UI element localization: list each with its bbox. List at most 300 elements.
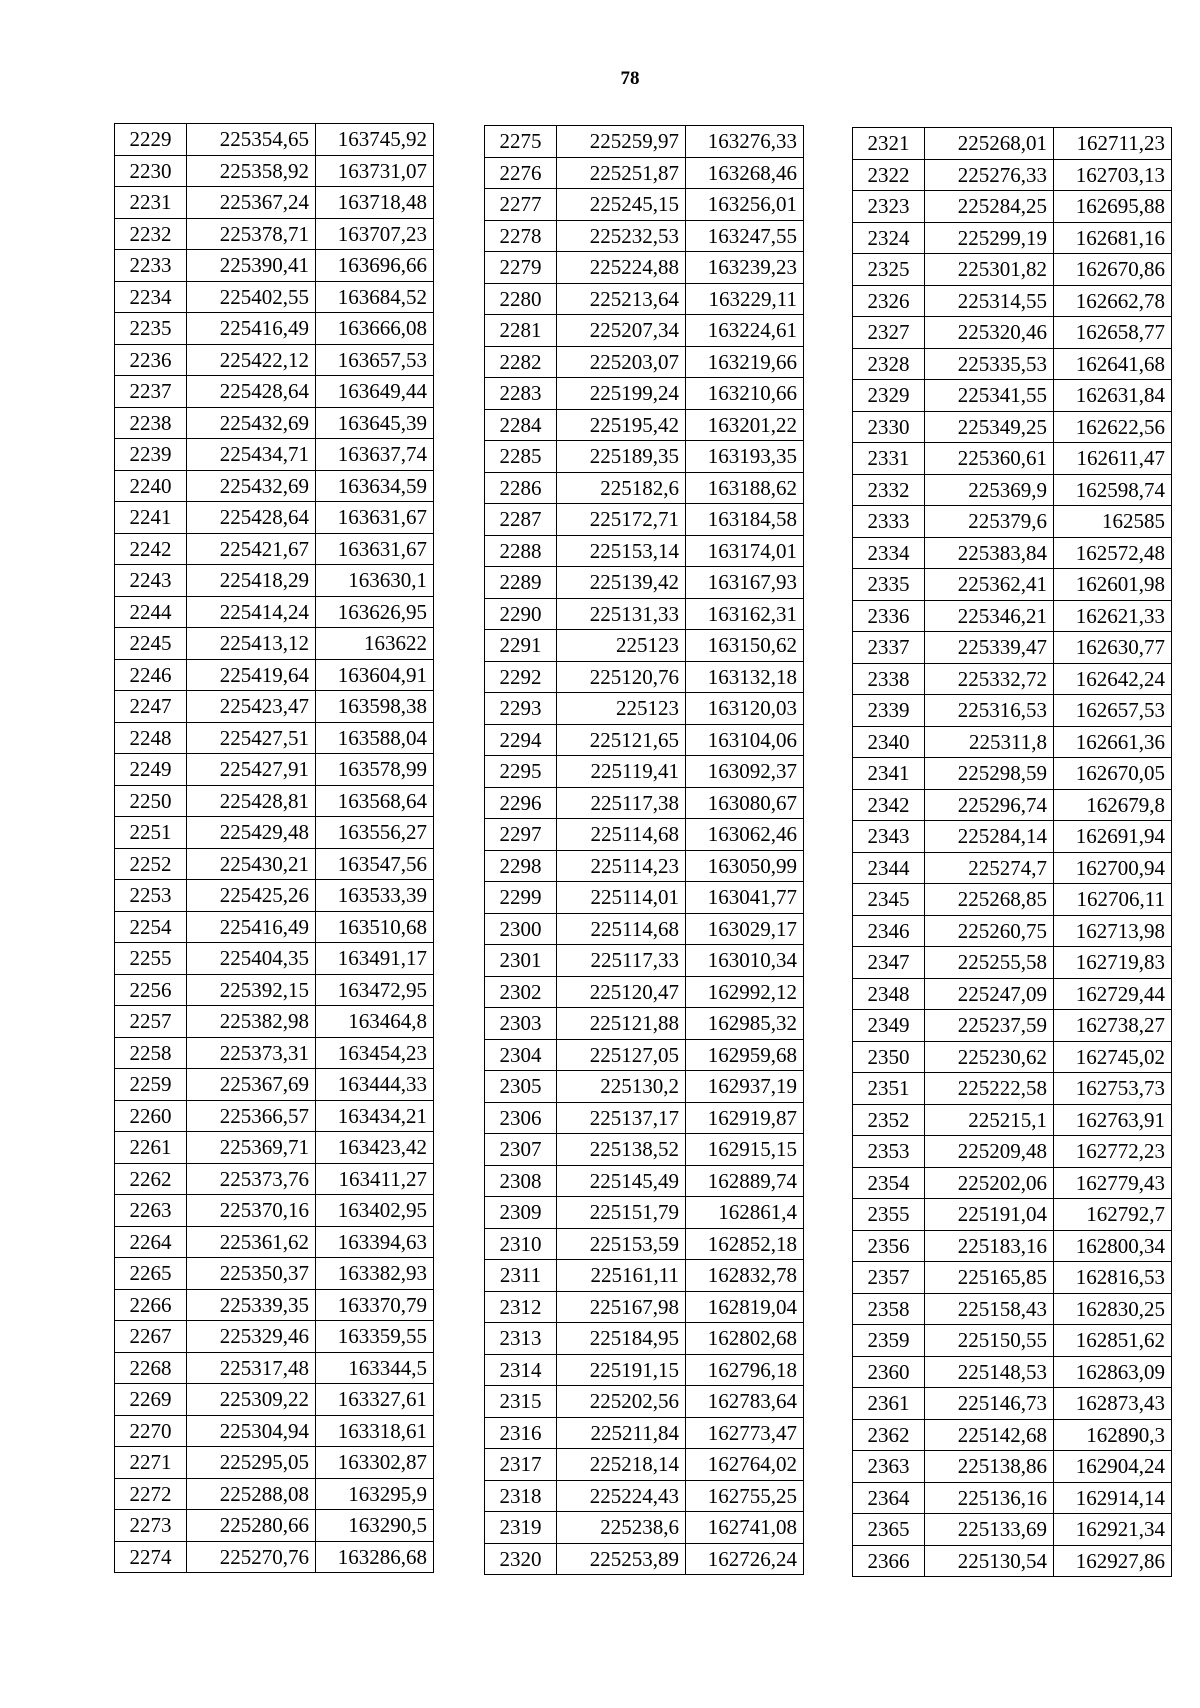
y-coordinate-cell: 163382,93 xyxy=(316,1258,434,1290)
point-number-cell: 2256 xyxy=(115,974,187,1006)
table-row xyxy=(853,1451,1172,1483)
y-coordinate-cell: 163556,27 xyxy=(316,817,434,849)
y-coordinate-cell: 162802,68 xyxy=(686,1323,804,1355)
x-coordinate-cell: 225421,67 xyxy=(187,533,316,565)
y-coordinate-cell: 163276,33 xyxy=(686,126,804,158)
x-coordinate-cell: 225139,42 xyxy=(557,567,686,599)
point-number-cell: 2255 xyxy=(115,943,187,975)
y-coordinate-cell: 162816,53 xyxy=(1054,1262,1172,1294)
table-row xyxy=(853,474,1172,506)
table-row xyxy=(853,1419,1172,1451)
y-coordinate-cell: 162611,47 xyxy=(1054,443,1172,475)
point-number-cell: 2306 xyxy=(485,1102,557,1134)
table-row xyxy=(853,695,1172,727)
x-coordinate-cell: 225215,1 xyxy=(925,1104,1054,1136)
y-coordinate-cell: 163707,23 xyxy=(316,218,434,250)
x-coordinate-cell: 225158,43 xyxy=(925,1293,1054,1325)
y-coordinate-cell: 163626,95 xyxy=(316,596,434,628)
y-coordinate-cell: 162631,84 xyxy=(1054,380,1172,412)
x-coordinate-cell: 225213,64 xyxy=(557,283,686,315)
y-coordinate-cell: 163631,67 xyxy=(316,533,434,565)
table-row xyxy=(853,978,1172,1010)
point-number-cell: 2323 xyxy=(853,191,925,223)
table-row xyxy=(115,1415,434,1447)
y-coordinate-cell: 162959,68 xyxy=(686,1039,804,1071)
table-row xyxy=(853,537,1172,569)
table-row xyxy=(115,722,434,754)
x-coordinate-cell: 225151,79 xyxy=(557,1197,686,1229)
point-number-cell: 2316 xyxy=(485,1417,557,1449)
y-coordinate-cell: 162796,18 xyxy=(686,1354,804,1386)
x-coordinate-cell: 225150,55 xyxy=(925,1325,1054,1357)
x-coordinate-cell: 225379,6 xyxy=(925,506,1054,538)
table-row xyxy=(853,663,1172,695)
y-coordinate-cell: 163649,44 xyxy=(316,376,434,408)
point-number-cell: 2362 xyxy=(853,1419,925,1451)
y-coordinate-cell: 163598,38 xyxy=(316,691,434,723)
point-number-cell: 2322 xyxy=(853,159,925,191)
x-coordinate-cell: 225314,55 xyxy=(925,285,1054,317)
table-row xyxy=(485,315,804,347)
table-row xyxy=(853,1010,1172,1042)
y-coordinate-cell: 163359,55 xyxy=(316,1321,434,1353)
point-number-cell: 2338 xyxy=(853,663,925,695)
y-coordinate-cell: 162830,25 xyxy=(1054,1293,1172,1325)
y-coordinate-cell: 163568,64 xyxy=(316,785,434,817)
point-number-cell: 2237 xyxy=(115,376,187,408)
point-number-cell: 2350 xyxy=(853,1041,925,1073)
table-row xyxy=(115,754,434,786)
x-coordinate-cell: 225301,82 xyxy=(925,254,1054,286)
coordinates-table-1 xyxy=(114,123,434,1573)
y-coordinate-cell: 162670,86 xyxy=(1054,254,1172,286)
point-number-cell: 2364 xyxy=(853,1482,925,1514)
x-coordinate-cell: 225346,21 xyxy=(925,600,1054,632)
point-number-cell: 2274 xyxy=(115,1541,187,1573)
x-coordinate-cell: 225189,35 xyxy=(557,441,686,473)
x-coordinate-cell: 225280,66 xyxy=(187,1510,316,1542)
x-coordinate-cell: 225304,94 xyxy=(187,1415,316,1447)
table-row xyxy=(853,915,1172,947)
point-number-cell: 2359 xyxy=(853,1325,925,1357)
y-coordinate-cell: 162622,56 xyxy=(1054,411,1172,443)
table-row xyxy=(115,1100,434,1132)
x-coordinate-cell: 225425,26 xyxy=(187,880,316,912)
x-coordinate-cell: 225191,04 xyxy=(925,1199,1054,1231)
point-number-cell: 2241 xyxy=(115,502,187,534)
point-number-cell: 2240 xyxy=(115,470,187,502)
point-number-cell: 2356 xyxy=(853,1230,925,1262)
table-row xyxy=(485,1071,804,1103)
x-coordinate-cell: 225121,65 xyxy=(557,724,686,756)
x-coordinate-cell: 225298,59 xyxy=(925,758,1054,790)
y-coordinate-cell: 162904,24 xyxy=(1054,1451,1172,1483)
point-number-cell: 2321 xyxy=(853,128,925,160)
y-coordinate-cell: 163268,46 xyxy=(686,157,804,189)
x-coordinate-cell: 225131,33 xyxy=(557,598,686,630)
y-coordinate-cell: 162741,08 xyxy=(686,1512,804,1544)
x-coordinate-cell: 225358,92 xyxy=(187,155,316,187)
table-row xyxy=(485,1134,804,1166)
y-coordinate-cell: 163247,55 xyxy=(686,220,804,252)
table-row xyxy=(115,533,434,565)
x-coordinate-cell: 225224,43 xyxy=(557,1480,686,1512)
y-coordinate-cell: 163062,46 xyxy=(686,819,804,851)
y-coordinate-cell: 162772,23 xyxy=(1054,1136,1172,1168)
x-coordinate-cell: 225247,09 xyxy=(925,978,1054,1010)
y-coordinate-cell: 162773,47 xyxy=(686,1417,804,1449)
x-coordinate-cell: 225224,88 xyxy=(557,252,686,284)
x-coordinate-cell: 225182,6 xyxy=(557,472,686,504)
x-coordinate-cell: 225392,15 xyxy=(187,974,316,1006)
table-row xyxy=(485,220,804,252)
point-number-cell: 2251 xyxy=(115,817,187,849)
table-row xyxy=(115,1321,434,1353)
x-coordinate-cell: 225366,57 xyxy=(187,1100,316,1132)
y-coordinate-cell: 163454,23 xyxy=(316,1037,434,1069)
y-coordinate-cell: 163696,66 xyxy=(316,250,434,282)
y-coordinate-cell: 163578,99 xyxy=(316,754,434,786)
y-coordinate-cell: 163132,18 xyxy=(686,661,804,693)
point-number-cell: 2305 xyxy=(485,1071,557,1103)
x-coordinate-cell: 225354,65 xyxy=(187,124,316,156)
point-number-cell: 2276 xyxy=(485,157,557,189)
table-row xyxy=(115,1195,434,1227)
table-row xyxy=(485,1039,804,1071)
x-coordinate-cell: 225114,23 xyxy=(557,850,686,882)
x-coordinate-cell: 225202,06 xyxy=(925,1167,1054,1199)
table-row xyxy=(115,628,434,660)
x-coordinate-cell: 225422,12 xyxy=(187,344,316,376)
point-number-cell: 2308 xyxy=(485,1165,557,1197)
x-coordinate-cell: 225207,34 xyxy=(557,315,686,347)
table-row xyxy=(853,884,1172,916)
table-row xyxy=(115,1289,434,1321)
x-coordinate-cell: 225369,9 xyxy=(925,474,1054,506)
point-number-cell: 2314 xyxy=(485,1354,557,1386)
point-number-cell: 2278 xyxy=(485,220,557,252)
point-number-cell: 2313 xyxy=(485,1323,557,1355)
table-row xyxy=(485,756,804,788)
y-coordinate-cell: 163472,95 xyxy=(316,974,434,1006)
x-coordinate-cell: 225320,46 xyxy=(925,317,1054,349)
x-coordinate-cell: 225378,71 xyxy=(187,218,316,250)
y-coordinate-cell: 162711,23 xyxy=(1054,128,1172,160)
y-coordinate-cell: 162726,24 xyxy=(686,1543,804,1575)
x-coordinate-cell: 225251,87 xyxy=(557,157,686,189)
table-row xyxy=(115,659,434,691)
table-row xyxy=(853,285,1172,317)
table-row xyxy=(853,789,1172,821)
point-number-cell: 2283 xyxy=(485,378,557,410)
point-number-cell: 2271 xyxy=(115,1447,187,1479)
y-coordinate-cell: 163547,56 xyxy=(316,848,434,880)
point-number-cell: 2337 xyxy=(853,632,925,664)
table-row xyxy=(485,976,804,1008)
y-coordinate-cell: 163464,8 xyxy=(316,1006,434,1038)
y-coordinate-cell: 163402,95 xyxy=(316,1195,434,1227)
table-row xyxy=(115,691,434,723)
table-row xyxy=(853,191,1172,223)
x-coordinate-cell: 225284,14 xyxy=(925,821,1054,853)
y-coordinate-cell: 162832,78 xyxy=(686,1260,804,1292)
point-number-cell: 2317 xyxy=(485,1449,557,1481)
table-row xyxy=(115,1478,434,1510)
y-coordinate-cell: 162630,77 xyxy=(1054,632,1172,664)
x-coordinate-cell: 225172,71 xyxy=(557,504,686,536)
x-coordinate-cell: 225350,37 xyxy=(187,1258,316,1290)
x-coordinate-cell: 225232,53 xyxy=(557,220,686,252)
table-row xyxy=(853,1482,1172,1514)
point-number-cell: 2360 xyxy=(853,1356,925,1388)
x-coordinate-cell: 225137,17 xyxy=(557,1102,686,1134)
x-coordinate-cell: 225317,48 xyxy=(187,1352,316,1384)
table-row xyxy=(115,974,434,1006)
y-coordinate-cell: 163219,66 xyxy=(686,346,804,378)
x-coordinate-cell: 225117,33 xyxy=(557,945,686,977)
y-coordinate-cell: 162642,24 xyxy=(1054,663,1172,695)
y-coordinate-cell: 162792,7 xyxy=(1054,1199,1172,1231)
point-number-cell: 2320 xyxy=(485,1543,557,1575)
point-number-cell: 2290 xyxy=(485,598,557,630)
y-coordinate-cell: 162745,02 xyxy=(1054,1041,1172,1073)
y-coordinate-cell: 163657,53 xyxy=(316,344,434,376)
point-number-cell: 2231 xyxy=(115,187,187,219)
point-number-cell: 2298 xyxy=(485,850,557,882)
point-number-cell: 2365 xyxy=(853,1514,925,1546)
y-coordinate-cell: 162919,87 xyxy=(686,1102,804,1134)
table-row xyxy=(853,852,1172,884)
point-number-cell: 2332 xyxy=(853,474,925,506)
point-number-cell: 2282 xyxy=(485,346,557,378)
x-coordinate-cell: 225332,72 xyxy=(925,663,1054,695)
table-row xyxy=(485,1386,804,1418)
point-number-cell: 2347 xyxy=(853,947,925,979)
x-coordinate-cell: 225130,2 xyxy=(557,1071,686,1103)
point-number-cell: 2246 xyxy=(115,659,187,691)
y-coordinate-cell: 163302,87 xyxy=(316,1447,434,1479)
table-row xyxy=(485,1323,804,1355)
table-row xyxy=(115,1132,434,1164)
point-number-cell: 2277 xyxy=(485,189,557,221)
y-coordinate-cell: 162661,36 xyxy=(1054,726,1172,758)
table-row xyxy=(853,1514,1172,1546)
point-number-cell: 2341 xyxy=(853,758,925,790)
y-coordinate-cell: 163224,61 xyxy=(686,315,804,347)
y-coordinate-cell: 162985,32 xyxy=(686,1008,804,1040)
point-number-cell: 2284 xyxy=(485,409,557,441)
table-row xyxy=(115,1352,434,1384)
table-row xyxy=(853,506,1172,538)
point-number-cell: 2327 xyxy=(853,317,925,349)
x-coordinate-cell: 225195,42 xyxy=(557,409,686,441)
x-coordinate-cell: 225153,14 xyxy=(557,535,686,567)
x-coordinate-cell: 225276,33 xyxy=(925,159,1054,191)
x-coordinate-cell: 225288,08 xyxy=(187,1478,316,1510)
table-row xyxy=(115,155,434,187)
point-number-cell: 2262 xyxy=(115,1163,187,1195)
y-coordinate-cell: 162713,98 xyxy=(1054,915,1172,947)
x-coordinate-cell: 225362,41 xyxy=(925,569,1054,601)
point-number-cell: 2318 xyxy=(485,1480,557,1512)
x-coordinate-cell: 225120,47 xyxy=(557,976,686,1008)
x-coordinate-cell: 225370,16 xyxy=(187,1195,316,1227)
y-coordinate-cell: 162703,13 xyxy=(1054,159,1172,191)
table-row xyxy=(485,787,804,819)
table-row xyxy=(115,1006,434,1038)
table-row xyxy=(853,348,1172,380)
point-number-cell: 2234 xyxy=(115,281,187,313)
x-coordinate-cell: 225390,41 xyxy=(187,250,316,282)
y-coordinate-cell: 163731,07 xyxy=(316,155,434,187)
y-coordinate-cell: 162779,43 xyxy=(1054,1167,1172,1199)
y-coordinate-cell: 163327,61 xyxy=(316,1384,434,1416)
table-row xyxy=(485,1480,804,1512)
x-coordinate-cell: 225309,22 xyxy=(187,1384,316,1416)
table-row xyxy=(115,1447,434,1479)
y-coordinate-cell: 163286,68 xyxy=(316,1541,434,1573)
point-number-cell: 2243 xyxy=(115,565,187,597)
x-coordinate-cell: 225259,97 xyxy=(557,126,686,158)
x-coordinate-cell: 225429,48 xyxy=(187,817,316,849)
y-coordinate-cell: 162937,19 xyxy=(686,1071,804,1103)
table-row xyxy=(853,758,1172,790)
point-number-cell: 2247 xyxy=(115,691,187,723)
x-coordinate-cell: 225218,14 xyxy=(557,1449,686,1481)
point-number-cell: 2333 xyxy=(853,506,925,538)
x-coordinate-cell: 225138,52 xyxy=(557,1134,686,1166)
table-row xyxy=(485,126,804,158)
table-row xyxy=(485,850,804,882)
y-coordinate-cell: 162861,4 xyxy=(686,1197,804,1229)
table-row xyxy=(115,376,434,408)
x-coordinate-cell: 225133,69 xyxy=(925,1514,1054,1546)
table-row xyxy=(485,283,804,315)
table-row xyxy=(485,1165,804,1197)
point-number-cell: 2293 xyxy=(485,693,557,725)
y-coordinate-cell: 162670,05 xyxy=(1054,758,1172,790)
x-coordinate-cell: 225211,84 xyxy=(557,1417,686,1449)
x-coordinate-cell: 225209,48 xyxy=(925,1136,1054,1168)
point-number-cell: 2250 xyxy=(115,785,187,817)
table-row xyxy=(853,411,1172,443)
y-coordinate-cell: 163604,91 xyxy=(316,659,434,691)
x-coordinate-cell: 225349,25 xyxy=(925,411,1054,443)
point-number-cell: 2354 xyxy=(853,1167,925,1199)
table-row xyxy=(115,439,434,471)
y-coordinate-cell: 163666,08 xyxy=(316,313,434,345)
x-coordinate-cell: 225361,62 xyxy=(187,1226,316,1258)
point-number-cell: 2273 xyxy=(115,1510,187,1542)
point-number-cell: 2263 xyxy=(115,1195,187,1227)
y-coordinate-cell: 163174,01 xyxy=(686,535,804,567)
point-number-cell: 2238 xyxy=(115,407,187,439)
table-row xyxy=(485,1417,804,1449)
point-number-cell: 2261 xyxy=(115,1132,187,1164)
y-coordinate-cell: 163229,11 xyxy=(686,283,804,315)
x-coordinate-cell: 225165,85 xyxy=(925,1262,1054,1294)
y-coordinate-cell: 163150,62 xyxy=(686,630,804,662)
point-number-cell: 2235 xyxy=(115,313,187,345)
table-row xyxy=(485,378,804,410)
x-coordinate-cell: 225367,69 xyxy=(187,1069,316,1101)
table-row xyxy=(485,1291,804,1323)
table-row xyxy=(485,1102,804,1134)
point-number-cell: 2304 xyxy=(485,1039,557,1071)
y-coordinate-cell: 162598,74 xyxy=(1054,474,1172,506)
x-coordinate-cell: 225369,71 xyxy=(187,1132,316,1164)
table-row xyxy=(115,1258,434,1290)
x-coordinate-cell: 225184,95 xyxy=(557,1323,686,1355)
y-coordinate-cell: 162927,86 xyxy=(1054,1545,1172,1577)
y-coordinate-cell: 163201,22 xyxy=(686,409,804,441)
x-coordinate-cell: 225382,98 xyxy=(187,1006,316,1038)
table-row xyxy=(485,189,804,221)
point-number-cell: 2259 xyxy=(115,1069,187,1101)
point-number-cell: 2260 xyxy=(115,1100,187,1132)
point-number-cell: 2334 xyxy=(853,537,925,569)
y-coordinate-cell: 162852,18 xyxy=(686,1228,804,1260)
point-number-cell: 2266 xyxy=(115,1289,187,1321)
table-row xyxy=(485,252,804,284)
x-coordinate-cell: 225274,7 xyxy=(925,852,1054,884)
point-number-cell: 2230 xyxy=(115,155,187,187)
point-number-cell: 2269 xyxy=(115,1384,187,1416)
x-coordinate-cell: 225434,71 xyxy=(187,439,316,471)
table-row xyxy=(853,159,1172,191)
table-row xyxy=(853,1262,1172,1294)
y-coordinate-cell: 162695,88 xyxy=(1054,191,1172,223)
point-number-cell: 2343 xyxy=(853,821,925,853)
x-coordinate-cell: 225183,16 xyxy=(925,1230,1054,1262)
point-number-cell: 2361 xyxy=(853,1388,925,1420)
y-coordinate-cell: 162657,53 xyxy=(1054,695,1172,727)
table-row xyxy=(115,502,434,534)
point-number-cell: 2357 xyxy=(853,1262,925,1294)
table-row xyxy=(115,1069,434,1101)
x-coordinate-cell: 225237,59 xyxy=(925,1010,1054,1042)
table-row xyxy=(853,821,1172,853)
y-coordinate-cell: 162890,3 xyxy=(1054,1419,1172,1451)
y-coordinate-cell: 163631,67 xyxy=(316,502,434,534)
x-coordinate-cell: 225123 xyxy=(557,630,686,662)
y-coordinate-cell: 163344,5 xyxy=(316,1352,434,1384)
point-number-cell: 2300 xyxy=(485,913,557,945)
y-coordinate-cell: 163423,42 xyxy=(316,1132,434,1164)
y-coordinate-cell: 162679,8 xyxy=(1054,789,1172,821)
table-row xyxy=(485,1354,804,1386)
y-coordinate-cell: 162662,78 xyxy=(1054,285,1172,317)
x-coordinate-cell: 225360,61 xyxy=(925,443,1054,475)
point-number-cell: 2309 xyxy=(485,1197,557,1229)
y-coordinate-cell: 162585 xyxy=(1054,506,1172,538)
point-number-cell: 2349 xyxy=(853,1010,925,1042)
y-coordinate-cell: 163193,35 xyxy=(686,441,804,473)
table-row xyxy=(485,535,804,567)
table-row xyxy=(115,565,434,597)
x-coordinate-cell: 225402,55 xyxy=(187,281,316,313)
point-number-cell: 2288 xyxy=(485,535,557,567)
point-number-cell: 2345 xyxy=(853,884,925,916)
point-number-cell: 2253 xyxy=(115,880,187,912)
y-coordinate-cell: 162719,83 xyxy=(1054,947,1172,979)
point-number-cell: 2331 xyxy=(853,443,925,475)
point-number-cell: 2353 xyxy=(853,1136,925,1168)
point-number-cell: 2346 xyxy=(853,915,925,947)
point-number-cell: 2244 xyxy=(115,596,187,628)
point-number-cell: 2315 xyxy=(485,1386,557,1418)
table-row xyxy=(115,1510,434,1542)
